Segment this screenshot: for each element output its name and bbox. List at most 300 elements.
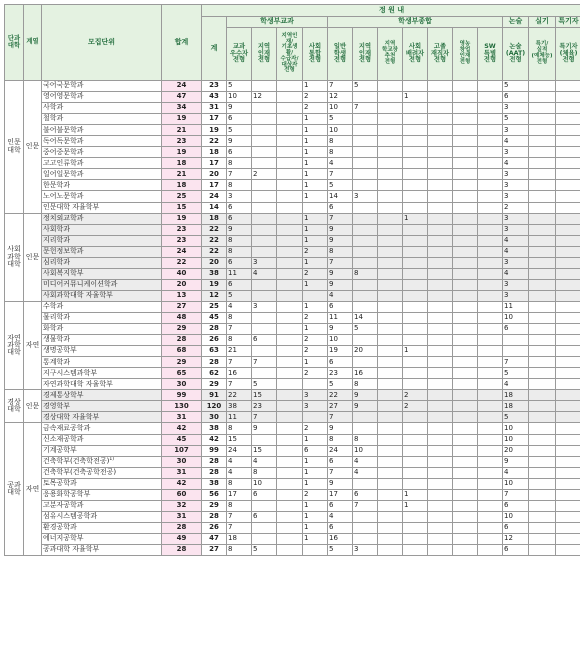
unit-name: [42, 301, 162, 312]
unit-name: [42, 169, 162, 180]
quota-cell-c1: 5: [227, 81, 252, 92]
college-cell: 사회 과학 대학: [5, 213, 24, 301]
quota-cell-c5: 4: [328, 290, 353, 301]
unit-label: 환경공학과: [43, 523, 77, 531]
subtotal-cell: 99: [202, 445, 227, 456]
quota-cell-c7: [378, 213, 403, 224]
quota-cell-c13: [529, 511, 556, 522]
quota-cell-c6: [353, 213, 378, 224]
subtotal-cell: 28: [202, 467, 227, 478]
quota-cell-c2: 7: [252, 412, 277, 423]
subtotal-cell: 56: [202, 489, 227, 500]
quota-cell-c2: 8: [252, 467, 277, 478]
quota-cell-c8: [403, 522, 428, 533]
quota-cell-c7: [378, 456, 403, 467]
quota-cell-c6: 3: [353, 544, 378, 555]
quota-cell-c3: [277, 368, 303, 379]
quota-cell-c8: [403, 368, 428, 379]
quota-cell-c5: 9: [328, 224, 353, 235]
quota-cell-c9: [428, 335, 453, 346]
quota-cell-c7: [378, 103, 403, 114]
quota-cell-c13: [529, 312, 556, 323]
quota-cell-c14: [556, 368, 580, 379]
quota-cell-c10: [453, 544, 478, 555]
quota-cell-c5: 9: [328, 423, 353, 434]
quota-cell-c5: 9: [328, 268, 353, 279]
quota-cell-c7: [378, 81, 403, 92]
total-cell: 49: [162, 533, 202, 544]
quota-cell-c1: 4: [227, 467, 252, 478]
quota-cell-c14: [556, 434, 580, 445]
quota-cell-c3: [277, 456, 303, 467]
quota-cell-c13: [529, 489, 556, 500]
quota-cell-c9: [428, 147, 453, 158]
unit-label: 사회과학대학 자율학부: [43, 291, 113, 299]
quota-cell-c9: [428, 423, 453, 434]
quota-cell-c5: 10: [328, 125, 353, 136]
quota-cell-c13: [529, 478, 556, 489]
quota-cell-c6: 4: [353, 467, 378, 478]
unit-label: 생물학과: [43, 335, 70, 343]
quota-cell-c7: [378, 489, 403, 500]
quota-cell-c10: [453, 224, 478, 235]
unit-label: 철학과: [43, 114, 63, 122]
total-cell: 65: [162, 368, 202, 379]
quota-cell-c5: 24: [328, 445, 353, 456]
table-row: [5, 401, 580, 412]
table-row: [5, 81, 580, 92]
quota-cell-c10: [453, 335, 478, 346]
quota-cell-c2: [252, 434, 277, 445]
quota-cell-c13: [529, 158, 556, 169]
quota-cell-c9: [428, 368, 453, 379]
quota-cell-c1: 8: [227, 312, 252, 323]
quota-cell-c14: [556, 235, 580, 246]
silgi-header: 실기: [529, 17, 556, 28]
quota-cell-c12: 3: [503, 180, 529, 191]
total-cell: 15: [162, 202, 202, 213]
quota-cell-c10: [453, 500, 478, 511]
unit-label: 건축학부(건축학전공): [43, 457, 109, 465]
quota-cell-c11: [478, 522, 503, 533]
quota-cell-c6: [353, 158, 378, 169]
unit-name: [42, 500, 162, 511]
quota-cell-c11: [478, 423, 503, 434]
quota-cell-c5: 4: [328, 158, 353, 169]
quota-cell-c12: [503, 346, 529, 357]
quota-cell-c14: [556, 544, 580, 555]
unit-name: [42, 136, 162, 147]
subtotal-cell: 20: [202, 169, 227, 180]
quota-cell-c7: [378, 500, 403, 511]
subtotal-cell: 42: [202, 434, 227, 445]
table-body: [5, 81, 580, 556]
quota-cell-c1: 8: [227, 544, 252, 555]
quota-cell-c5: 6: [328, 456, 353, 467]
unit-label: 국어국문학과: [43, 81, 84, 89]
quota-cell-c2: [252, 213, 277, 224]
quota-cell-c14: [556, 136, 580, 147]
quota-cell-c11: [478, 136, 503, 147]
total-cell: 24: [162, 81, 202, 92]
quota-cell-c2: 6: [252, 511, 277, 522]
quota-cell-c12: 6: [503, 500, 529, 511]
quota-cell-c11: [478, 390, 503, 401]
quota-cell-c11: [478, 445, 503, 456]
total-cell: 40: [162, 268, 202, 279]
quota-cell-c10: [453, 478, 478, 489]
quota-cell-c14: [556, 312, 580, 323]
quota-cell-c8: [403, 290, 428, 301]
quota-cell-c1: 16: [227, 368, 252, 379]
quota-cell-c3: [277, 423, 303, 434]
unit-name: [42, 522, 162, 533]
quota-cell-c11: [478, 324, 503, 335]
unit-name: [42, 235, 162, 246]
subtotal-cell: 28: [202, 324, 227, 335]
quota-cell-c3: [277, 390, 303, 401]
unit-label: 한문학과: [43, 181, 70, 189]
quota-cell-c10: [453, 92, 478, 103]
quota-cell-c7: [378, 246, 403, 257]
quota-cell-c11: [478, 401, 503, 412]
table-row: [5, 279, 580, 290]
quota-cell-c4: 1: [303, 180, 328, 191]
total-cell: 25: [162, 191, 202, 202]
quota-cell-c12: 3: [503, 147, 529, 158]
col-c13: 특기/ 실적 (예체능) 전형: [529, 28, 556, 81]
quota-cell-c10: [453, 235, 478, 246]
quota-cell-c3: [277, 467, 303, 478]
quota-cell-c1: 22: [227, 390, 252, 401]
subtotal-cell: 24: [202, 191, 227, 202]
quota-cell-c3: [277, 246, 303, 257]
quota-cell-c13: [529, 136, 556, 147]
quota-cell-c1: 15: [227, 434, 252, 445]
total-cell: 34: [162, 103, 202, 114]
total-cell: 28: [162, 522, 202, 533]
quota-cell-c10: [453, 290, 478, 301]
quota-cell-c2: [252, 324, 277, 335]
quota-cell-c11: [478, 158, 503, 169]
quota-cell-c3: [277, 81, 303, 92]
unit-label: 생명공학부: [43, 346, 77, 354]
quota-cell-c9: [428, 478, 453, 489]
total-cell: 99: [162, 390, 202, 401]
subtotal-cell: 31: [202, 103, 227, 114]
quota-cell-c2: [252, 246, 277, 257]
quota-cell-c7: [378, 147, 403, 158]
quota-cell-c7: [378, 533, 403, 544]
quota-cell-c3: [277, 279, 303, 290]
quota-cell-c8: [403, 103, 428, 114]
quota-cell-c6: [353, 136, 378, 147]
quota-cell-c7: [378, 379, 403, 390]
quota-cell-c11: [478, 456, 503, 467]
quota-cell-c10: [453, 301, 478, 312]
col-c5: 일반 학생 전형: [328, 28, 353, 81]
unit-label: 고고인류학과: [43, 159, 84, 167]
unit-name: [42, 390, 162, 401]
subtotal-cell: 62: [202, 368, 227, 379]
quota-cell-c5: 9: [328, 478, 353, 489]
unit-label: 노어노문학과: [43, 192, 84, 200]
quota-cell-c12: 4: [503, 246, 529, 257]
quota-cell-c8: [403, 235, 428, 246]
series-cell: 자연: [24, 301, 42, 389]
col-subtotal: 계: [202, 17, 227, 81]
quota-cell-c4: 1: [303, 324, 328, 335]
quota-cell-c5: 5: [328, 114, 353, 125]
quota-cell-c2: [252, 533, 277, 544]
quota-cell-c13: [529, 544, 556, 555]
unit-label: 수학과: [43, 302, 63, 310]
quota-cell-c9: [428, 158, 453, 169]
quota-cell-c13: [529, 335, 556, 346]
col-c9: 고졸 재직자 전형: [428, 28, 453, 81]
quota-cell-c4: 1: [303, 213, 328, 224]
unit-name: [42, 202, 162, 213]
quota-cell-c4: 1: [303, 81, 328, 92]
subtotal-cell: 28: [202, 456, 227, 467]
subtotal-cell: 26: [202, 522, 227, 533]
quota-cell-c4: 2: [303, 103, 328, 114]
table-row: [5, 522, 580, 533]
quota-cell-c10: [453, 246, 478, 257]
quota-cell-c11: [478, 379, 503, 390]
table-row: [5, 335, 580, 346]
subtotal-cell: 18: [202, 147, 227, 158]
unit-label: 화학과: [43, 324, 63, 332]
quota-cell-c4: 1: [303, 125, 328, 136]
quota-cell-c5: 5: [328, 379, 353, 390]
total-cell: 60: [162, 489, 202, 500]
table-row: [5, 533, 580, 544]
quota-cell-c8: [403, 456, 428, 467]
quota-cell-c2: [252, 81, 277, 92]
quota-cell-c2: [252, 522, 277, 533]
quota-cell-c8: [403, 246, 428, 257]
quota-cell-c6: 9: [353, 401, 378, 412]
quota-cell-c8: 1: [403, 346, 428, 357]
quota-cell-c2: [252, 191, 277, 202]
unit-name: [42, 180, 162, 191]
quota-cell-c14: [556, 522, 580, 533]
unit-name: [42, 279, 162, 290]
total-cell: 19: [162, 147, 202, 158]
quota-cell-c5: 7: [328, 467, 353, 478]
quota-cell-c12: 5: [503, 114, 529, 125]
unit-name: [42, 125, 162, 136]
table-row: [5, 368, 580, 379]
unit-name: [42, 81, 162, 92]
admission-quota-table: [4, 4, 580, 556]
quota-cell-c2: [252, 125, 277, 136]
quota-cell-c6: [353, 246, 378, 257]
quota-cell-c11: [478, 544, 503, 555]
quota-cell-c10: [453, 434, 478, 445]
quota-cell-c4: [303, 202, 328, 213]
quota-cell-c6: 7: [353, 103, 378, 114]
unit-label: 경제통상학부: [43, 391, 84, 399]
subtotal-cell: 17: [202, 114, 227, 125]
quota-cell-c3: [277, 224, 303, 235]
quota-cell-c5: 14: [328, 191, 353, 202]
quota-cell-c6: 5: [353, 324, 378, 335]
quota-cell-c9: [428, 511, 453, 522]
total-cell: 18: [162, 180, 202, 191]
quota-cell-c10: [453, 147, 478, 158]
unit-name: [42, 456, 162, 467]
unit-label: 미디어커뮤니케이션학과: [43, 280, 117, 288]
total-cell: 31: [162, 412, 202, 423]
quota-cell-c3: [277, 169, 303, 180]
quota-cell-c14: [556, 92, 580, 103]
quota-cell-c12: 10: [503, 423, 529, 434]
quota-cell-c5: 6: [328, 301, 353, 312]
quota-cell-c1: 4: [227, 301, 252, 312]
quota-cell-c3: [277, 489, 303, 500]
unit-name: [42, 412, 162, 423]
unit-name: [42, 346, 162, 357]
quota-cell-c8: [403, 224, 428, 235]
subtotal-cell: 27: [202, 544, 227, 555]
quota-cell-c9: [428, 279, 453, 290]
quota-cell-c14: [556, 169, 580, 180]
quota-cell-c1: 6: [227, 279, 252, 290]
quota-cell-c7: [378, 191, 403, 202]
quota-cell-c2: 4: [252, 268, 277, 279]
quota-cell-c7: [378, 125, 403, 136]
unit-label: 경영학부: [43, 402, 70, 410]
quota-cell-c9: [428, 169, 453, 180]
quota-cell-c5: 8: [328, 147, 353, 158]
quota-cell-c6: [353, 290, 378, 301]
table-row: [5, 489, 580, 500]
quota-cell-c8: [403, 445, 428, 456]
gyogwa-header: 학생부교과: [227, 17, 328, 28]
quota-cell-c8: [403, 169, 428, 180]
quota-cell-c14: [556, 423, 580, 434]
total-cell: 28: [162, 544, 202, 555]
quota-cell-c6: 8: [353, 434, 378, 445]
quota-cell-c14: [556, 445, 580, 456]
table-row: [5, 224, 580, 235]
quota-cell-c13: [529, 125, 556, 136]
table-row: [5, 257, 580, 268]
quota-cell-c8: [403, 544, 428, 555]
quota-cell-c1: 9: [227, 103, 252, 114]
quota-cell-c2: 15: [252, 390, 277, 401]
total-cell: 47: [162, 92, 202, 103]
quota-cell-c14: [556, 533, 580, 544]
quota-cell-c7: [378, 92, 403, 103]
quota-cell-c13: [529, 445, 556, 456]
quota-cell-c9: [428, 136, 453, 147]
table-row: [5, 235, 580, 246]
quota-cell-c1: 8: [227, 500, 252, 511]
quota-cell-c9: [428, 324, 453, 335]
quota-cell-c1: 8: [227, 335, 252, 346]
quota-cell-c6: 6: [353, 489, 378, 500]
quota-cell-c8: [403, 357, 428, 368]
unit-label: 토목공학과: [43, 479, 77, 487]
quota-cell-c1: 8: [227, 246, 252, 257]
total-cell: 23: [162, 224, 202, 235]
quota-cell-c10: [453, 533, 478, 544]
quota-cell-c8: [403, 533, 428, 544]
total-cell: 20: [162, 279, 202, 290]
quota-cell-c14: [556, 489, 580, 500]
quota-cell-c13: [529, 324, 556, 335]
quota-cell-c3: [277, 136, 303, 147]
quota-cell-c11: [478, 246, 503, 257]
subtotal-cell: 38: [202, 478, 227, 489]
quota-cell-c14: [556, 191, 580, 202]
quota-cell-c13: [529, 390, 556, 401]
quota-cell-c7: [378, 335, 403, 346]
quota-cell-c14: [556, 412, 580, 423]
quota-cell-c10: [453, 423, 478, 434]
quota-cell-c12: 7: [503, 489, 529, 500]
series-cell: 자연: [24, 423, 42, 556]
quota-cell-c13: [529, 401, 556, 412]
quota-cell-c11: [478, 213, 503, 224]
subtotal-cell: 43: [202, 92, 227, 103]
quota-cell-c13: [529, 467, 556, 478]
table-row: [5, 191, 580, 202]
quota-cell-c2: 6: [252, 489, 277, 500]
quota-cell-c11: [478, 268, 503, 279]
quota-cell-c2: 9: [252, 423, 277, 434]
quota-cell-c9: [428, 114, 453, 125]
quota-cell-c7: [378, 224, 403, 235]
quota-cell-c6: [353, 224, 378, 235]
subtotal-cell: 22: [202, 136, 227, 147]
quota-cell-c6: [353, 235, 378, 246]
quota-cell-c11: [478, 257, 503, 268]
quota-cell-c2: [252, 224, 277, 235]
quota-cell-c11: [478, 224, 503, 235]
quota-cell-c1: 38: [227, 401, 252, 412]
quota-cell-c12: 4: [503, 379, 529, 390]
quota-cell-c9: [428, 379, 453, 390]
unit-label: 섬유시스템공학과: [43, 512, 97, 520]
quota-cell-c7: [378, 235, 403, 246]
quota-cell-c10: [453, 324, 478, 335]
quota-cell-c4: 2: [303, 246, 328, 257]
quota-cell-c12: 6: [503, 544, 529, 555]
unit-label: 경상대학 자율학부: [43, 413, 99, 421]
quota-cell-c2: 10: [252, 478, 277, 489]
quota-cell-c6: [353, 301, 378, 312]
table-row: [5, 390, 580, 401]
quota-cell-c14: [556, 81, 580, 92]
quota-cell-c13: [529, 412, 556, 423]
quota-cell-c8: [403, 312, 428, 323]
subtotal-cell: 22: [202, 246, 227, 257]
quota-cell-c7: [378, 368, 403, 379]
quota-cell-c3: [277, 500, 303, 511]
quota-cell-c9: [428, 235, 453, 246]
quota-cell-c12: 10: [503, 434, 529, 445]
quota-cell-c4: 1: [303, 478, 328, 489]
quota-cell-c8: [403, 114, 428, 125]
quota-cell-c4: 3: [303, 401, 328, 412]
quota-cell-c10: [453, 213, 478, 224]
quota-cell-c6: 16: [353, 368, 378, 379]
quota-cell-c5: 7: [328, 213, 353, 224]
